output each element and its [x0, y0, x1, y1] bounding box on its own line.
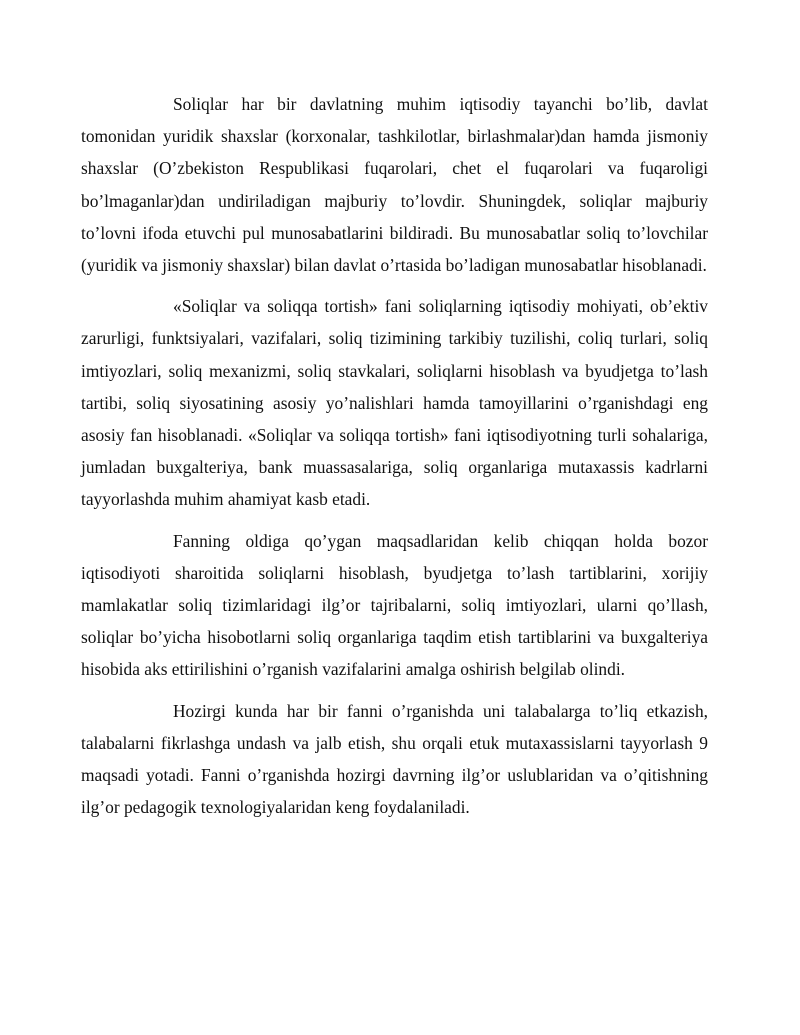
paragraph-2: «Soliqlar va soliqqa tortish» fani soliqlarning iqtisodiy mohiyati, ob’ektiv zarurligi, funktsiyalari, vazifalari, soliq tizimining tarkibiy tuzilishi, coliq turlari, soliq imtiyozlari, soliq mexanizmi, soliq stavkalari, soliqlarni hisoblash va byudjetga to’lash tartibi, soliq siyosatining asosiy yo’nalishlari hamda tamoyillarini o’rganishdagi eng asosiy fan hisoblanadi. «Soliqlar va soliqqa tortish» fani iqtisodiyotning turli sohalariga, jumladan buxgalteriya, bank muassasalariga, soliq organlariga mutaxassis kadrlarni tayyorlashda muhim ahamiyat kasb etadi.	[81, 296, 708, 510]
paragraph-1: Soliqlar har bir davlatning muhim iqtisodiy tayanchi bo’lib, davlat tomonidan yuridik shaxslar (korxonalar, tashkilotlar, birlashmalar)dan hamda jismoniy shaxslar (O’zbekiston Respublikasi fuqarolari, chet el fuqarolari va fuqaroligi bo’lmaganlar)dan undiriladigan majburiy to’lovdir. Shuningdek, soliqlar majburiy to’lovni ifoda etuvchi pul munosabatlarini bildiradi. Bu munosabatlar soliq to’lovchilar (yuridik va jismoniy shaxslar) bilan davlat o’rtasida bo’ladigan munosabatlar hisoblanadi.	[81, 94, 708, 276]
paragraph-4: Hozirgi kunda har bir fanni o’rganishda uni talabalarga to’liq etkazish, talabalarni fikrlashga undash va jalb etish, shu orqali etuk mutaxassislarni tayyorlash 9 maqsadi yotadi. Fanni o’rganishda hozirgi davrning ilg’or uslublaridan va o’qitishning ilg’or pedagogik texnologiyalaridan keng foydalaniladi.	[81, 700, 708, 818]
document-page	[81, 88, 708, 832]
paragraph-3: Fanning oldiga qo’ygan maqsadlaridan kelib chiqqan holda bozor iqtisodiyoti sharoitida soliqlarni hisoblash, byudjetga to’lash tartiblarini, xorijiy mamlakatlar soliq tizimlaridagi ilg’or tajribalarni, soliq imtiyozlari, ularni qo’llash, soliqlar bo’yicha hisobotlarni soliq organlariga taqdim etish tartiblarini va buxgalteriya hisobida aks ettirilishini o’rganish vazifalarini amalga oshirish belgilab olindi.	[81, 530, 708, 680]
